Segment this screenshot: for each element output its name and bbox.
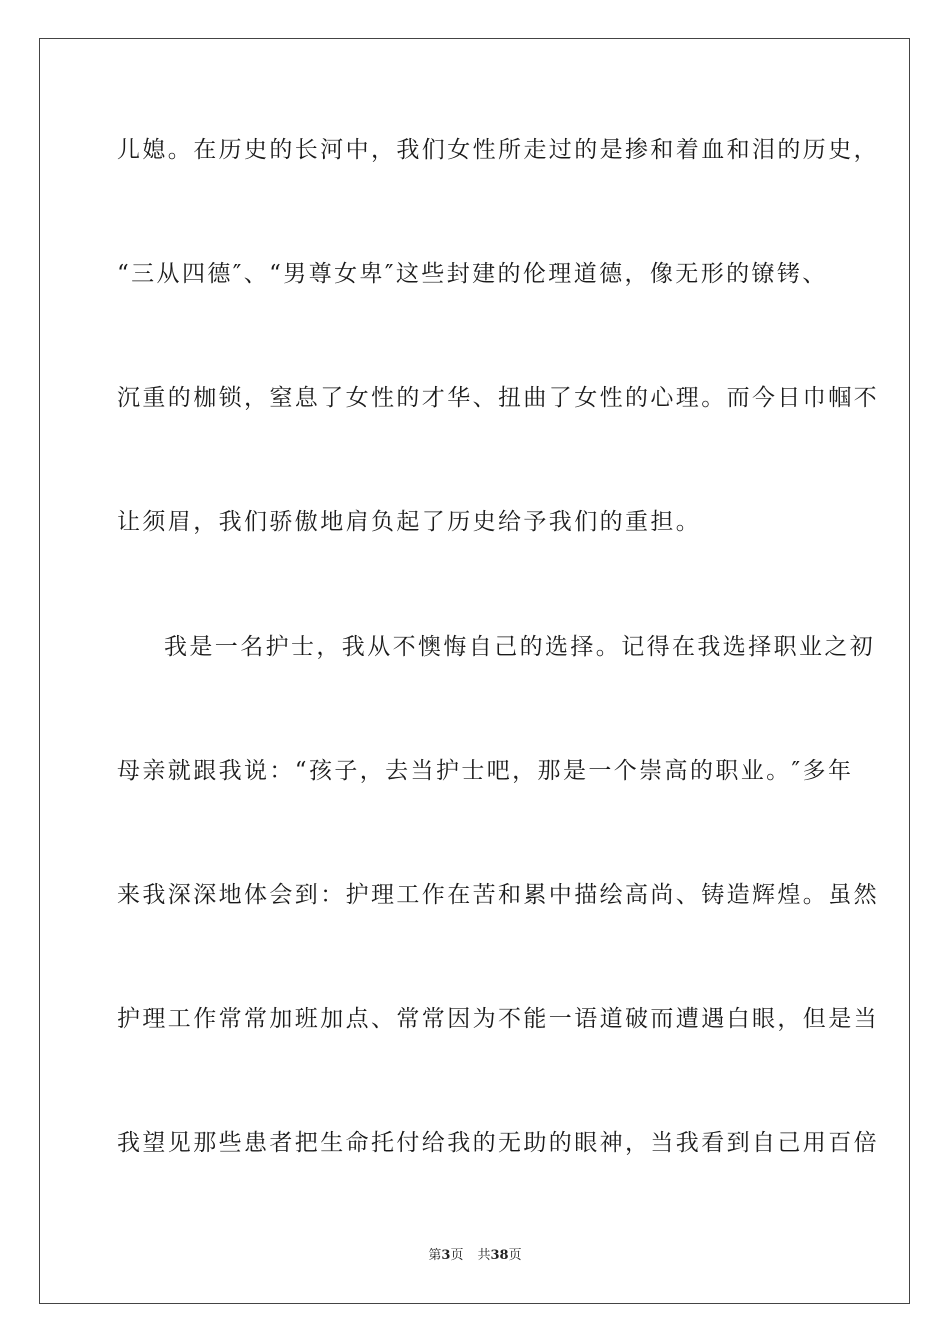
page-border	[39, 38, 910, 1304]
text-line: 我是一名护士，我从不懊悔自己的选择。记得在我选择职业之初	[164, 634, 876, 660]
page-suffix: 页	[450, 1248, 464, 1263]
text-line: 儿媳。在历史的长河中，我们女性所走过的是掺和着血和泪的历史，	[117, 137, 879, 163]
total-suffix: 页	[508, 1248, 522, 1263]
text-line: 护理工作常常加班加点、常常因为不能一语道破而遭遇白眼，但是当	[117, 1006, 879, 1032]
text-line: “三从四德″、“男尊女卑″这些封建的伦理道德，像无形的镣铐、	[117, 261, 828, 287]
total-pages: 38	[490, 1248, 509, 1263]
text-line: 我望见那些患者把生命托付给我的无助的眼神，当我看到自己用百倍	[117, 1130, 879, 1156]
text-line: 母亲就跟我说：“孩子，去当护士吧，那是一个崇高的职业。″多年	[117, 758, 854, 784]
page-number: 3	[441, 1248, 451, 1263]
page-prefix: 第	[428, 1248, 442, 1263]
text-line: 让须眉，我们骄傲地肩负起了历史给予我们的重担。	[117, 509, 702, 535]
text-line: 来我深深地体会到：护理工作在苦和累中描绘高尚、铸造辉煌。虽然	[117, 882, 879, 908]
text-line: 沉重的枷锁，窒息了女性的才华、扭曲了女性的心理。而今日巾帼不	[117, 385, 879, 411]
total-prefix: 共	[477, 1248, 491, 1263]
page-footer	[0, 1247, 950, 1265]
